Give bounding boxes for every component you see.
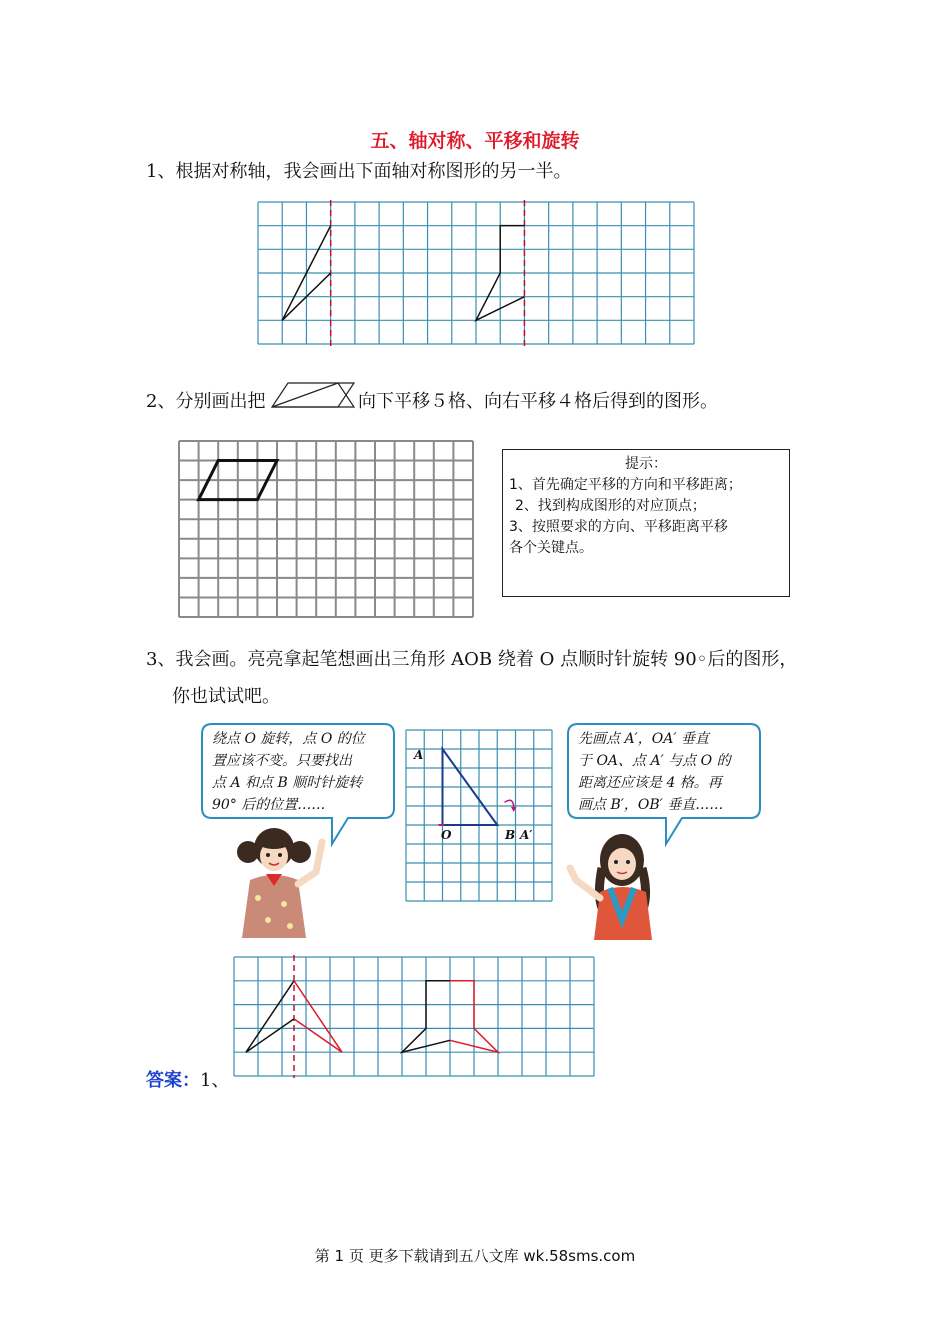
question-2-part1: 2、分别画出把 xyxy=(146,391,266,412)
answer-grid xyxy=(234,957,594,1076)
hint-line-3: 3、按照要求的方向、平移距离平移 xyxy=(509,519,728,535)
answer-shape-1-right xyxy=(294,981,342,1052)
bubble-right-line-4: 画点 B′，OB′ 垂直…… xyxy=(578,797,724,813)
hint-box xyxy=(502,449,790,597)
bubble-right-line-3: 距离还应该是 4 格。再 xyxy=(578,775,722,791)
hint-line-4: 各个关键点。 xyxy=(509,540,593,556)
hint-line-2: 2、找到构成图形的对应顶点； xyxy=(515,498,706,514)
hint-title: 提示： xyxy=(625,456,667,472)
bubble-left-line-2: 置应该不变。只要找出 xyxy=(212,753,352,769)
answer-line xyxy=(146,1066,229,1092)
rotation-grid xyxy=(406,730,552,901)
label-A: A xyxy=(414,748,424,762)
hint-line-1: 1、首先确定平移的方向和平移距离； xyxy=(509,477,742,493)
bubble-right-text xyxy=(578,728,731,816)
bubble-left-line-3: 点 A 和点 B 顺时针旋转 xyxy=(212,775,363,791)
page-title: 五、轴对称、平移和旋转 xyxy=(370,130,580,152)
answer-shape-1-left xyxy=(246,981,294,1052)
question-3-line1: 3、我会画。亮亮拿起笔想画出三角形 AOB 绕着 O 点顺时针旋转 90◦后的图形， xyxy=(146,649,798,670)
bubble-left-text xyxy=(212,728,365,816)
question-3-line2: 你也试试吧。 xyxy=(172,686,280,707)
q2-grid xyxy=(179,441,473,617)
bubble-left-line-4: 90° 后的位置…… xyxy=(212,797,326,813)
bubble-left-line-1: 绕点 O 旋转，点 O 的位 xyxy=(212,731,365,747)
label-A-prime: A′ xyxy=(520,828,533,842)
q1-grid xyxy=(258,202,694,344)
question-1: 1、根据对称轴，我会画出下面轴对称图形的另一半。 xyxy=(146,161,572,182)
parallelogram-icon xyxy=(270,381,356,409)
rotation-arrow xyxy=(505,800,514,808)
girl-right-illustration xyxy=(562,828,670,942)
bubble-right-line-2: 于 OA、点 A′ 与点 O 的 xyxy=(578,753,731,769)
answer-item: 1、 xyxy=(200,1070,230,1091)
girl-left-illustration xyxy=(228,822,328,940)
page-footer: 第 1 页 更多下载请到五八文库 wk.58sms.com xyxy=(314,1247,636,1265)
label-B: B xyxy=(505,828,516,842)
bubble-right-line-1: 先画点 A′，OA′ 垂直 xyxy=(578,731,709,747)
answer-label: 答案： xyxy=(146,1070,200,1091)
question-2-part2: 向下平移５格、向右平移４格后得到的图形。 xyxy=(358,391,718,412)
label-O: O xyxy=(441,828,452,842)
